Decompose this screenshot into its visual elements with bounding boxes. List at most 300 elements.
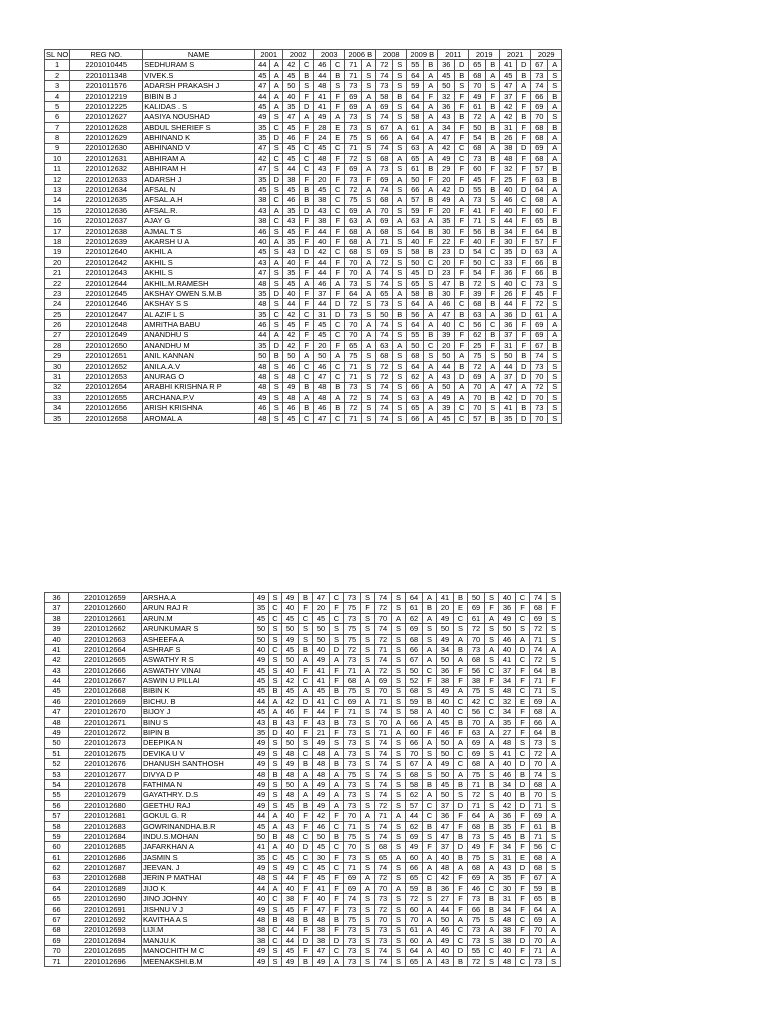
grade-cell: S xyxy=(361,946,375,956)
mark-cell: 60 xyxy=(406,935,423,945)
table-row xyxy=(45,237,562,247)
mark-cell: 60 xyxy=(406,904,423,914)
sl-no-cell: 70 xyxy=(45,946,69,956)
mark-cell: 46 xyxy=(283,403,300,413)
mark-cell: 68 xyxy=(531,195,548,205)
mark-cell: 71 xyxy=(375,696,392,706)
grade-cell: F xyxy=(455,288,469,298)
grade-cell: S xyxy=(269,790,282,800)
mark-cell: 49 xyxy=(437,935,454,945)
mark-cell: 46 xyxy=(468,883,485,893)
mark-cell: 70 xyxy=(469,81,486,91)
table-row xyxy=(45,748,561,758)
mark-cell: 36 xyxy=(438,60,455,70)
grade-cell: C xyxy=(269,925,282,935)
reg-no-cell: 2201012647 xyxy=(70,309,143,319)
mark-cell: 66 xyxy=(531,268,548,278)
mark-cell: 71 xyxy=(345,413,362,423)
grade-cell: S xyxy=(361,748,375,758)
grade-cell: F xyxy=(300,320,314,330)
grade-cell: C xyxy=(269,935,282,945)
grade-cell: A xyxy=(455,382,469,392)
mark-cell: 70 xyxy=(344,842,361,852)
grade-cell: A xyxy=(485,717,499,727)
grade-cell: S xyxy=(269,665,282,675)
year-header: 2029 xyxy=(531,50,562,60)
mark-cell: 56 xyxy=(469,320,486,330)
grade-cell: B xyxy=(486,226,500,236)
mark-cell: 43 xyxy=(314,205,331,215)
mark-cell: 38 xyxy=(500,143,517,153)
mark-cell: 34 xyxy=(499,842,516,852)
reg-no-cell: 2201012640 xyxy=(70,247,143,257)
mark-cell: 62 xyxy=(469,330,486,340)
name-cell: AFSAL.A.H xyxy=(143,195,255,205)
grade-cell: S xyxy=(393,143,407,153)
grade-cell: A xyxy=(486,143,500,153)
mark-cell: 46 xyxy=(499,769,516,779)
name-cell: AKARSH U A xyxy=(143,237,255,247)
grade-cell: S xyxy=(361,780,375,790)
mark-cell: 65 xyxy=(469,60,486,70)
grade-cell: B xyxy=(485,904,499,914)
mark-cell: 58 xyxy=(407,112,424,122)
mark-cell: 42 xyxy=(283,60,300,70)
grade-cell: S xyxy=(270,278,283,288)
name-cell: ABHINAND V xyxy=(143,143,255,153)
grade-cell: A xyxy=(393,340,407,350)
mark-cell: 69 xyxy=(344,883,361,893)
grade-cell: F xyxy=(485,603,499,613)
grade-cell: C xyxy=(485,707,499,717)
mark-cell: 64 xyxy=(407,299,424,309)
grade-cell: A xyxy=(361,696,375,706)
sl-no-cell: 19 xyxy=(45,247,70,257)
mark-cell: 66 xyxy=(530,717,547,727)
mark-cell: 47 xyxy=(438,278,455,288)
sl-no-cell: 27 xyxy=(45,330,70,340)
mark-cell: 48 xyxy=(314,382,331,392)
grade-cell: A xyxy=(424,143,438,153)
mark-cell: 48 xyxy=(499,956,516,966)
mark-cell: 72 xyxy=(376,361,393,371)
mark-cell: 73 xyxy=(375,925,392,935)
mark-cell: 45 xyxy=(282,613,299,623)
mark-cell: 42 xyxy=(499,800,516,810)
sl-no-cell: 47 xyxy=(45,707,69,717)
grade-cell: C xyxy=(269,613,282,623)
mark-cell: 37 xyxy=(437,800,454,810)
mark-cell: 49 xyxy=(437,634,454,644)
grade-cell: A xyxy=(547,644,561,654)
mark-cell: 47 xyxy=(314,372,331,382)
mark-cell: 58 xyxy=(406,707,423,717)
name-cell: VIVEK.S xyxy=(143,70,255,80)
mark-cell: 40 xyxy=(437,852,454,862)
mark-cell: 27 xyxy=(499,728,516,738)
grade-cell: A xyxy=(362,340,376,350)
reg-no-cell: 2201012667 xyxy=(69,676,142,686)
grade-cell: D xyxy=(454,946,468,956)
mark-cell: 45 xyxy=(283,143,300,153)
grade-cell: F xyxy=(486,340,500,350)
grade-cell: S xyxy=(270,392,283,402)
mark-cell: 46 xyxy=(255,226,270,236)
mark-cell: 31 xyxy=(499,852,516,862)
grade-cell: A xyxy=(485,873,499,883)
mark-cell: 48 xyxy=(282,748,299,758)
grade-cell: B xyxy=(547,883,561,893)
grade-cell: S xyxy=(486,351,500,361)
reg-no-cell: 2201012658 xyxy=(70,413,143,423)
mark-cell: 41 xyxy=(499,655,516,665)
grade-cell: A xyxy=(548,247,562,257)
grade-cell: S xyxy=(392,956,406,966)
grade-cell: S xyxy=(362,133,376,143)
grade-cell: A xyxy=(454,769,468,779)
mark-cell: 60 xyxy=(406,852,423,862)
name-cell: DEVIKA U V xyxy=(142,748,254,758)
year-header: 2008 xyxy=(376,50,407,60)
mark-cell: 38 xyxy=(499,935,516,945)
grade-cell: C xyxy=(269,894,282,904)
grade-cell: C xyxy=(455,143,469,153)
grade-cell: D xyxy=(270,288,283,298)
mark-cell: 72 xyxy=(531,382,548,392)
mark-cell: 44 xyxy=(500,216,517,226)
mark-cell: 35 xyxy=(255,133,270,143)
grade-cell: A xyxy=(362,320,376,330)
mark-cell: 45 xyxy=(437,780,454,790)
table-row xyxy=(45,603,561,613)
mark-cell: 70 xyxy=(469,403,486,413)
mark-cell: 72 xyxy=(345,153,362,163)
mark-cell: 49 xyxy=(313,956,330,966)
mark-cell: 70 xyxy=(530,790,547,800)
mark-cell: 57 xyxy=(531,164,548,174)
mark-cell: 69 xyxy=(375,676,392,686)
mark-cell: 69 xyxy=(376,216,393,226)
grade-cell: S xyxy=(361,593,375,603)
mark-cell: 58 xyxy=(407,288,424,298)
sl-no-cell: 49 xyxy=(45,728,69,738)
grade-cell: S xyxy=(547,831,561,841)
reg-no-cell: 2201012679 xyxy=(69,790,142,800)
mark-cell: 49 xyxy=(254,946,269,956)
mark-cell: 73 xyxy=(469,195,486,205)
mark-cell: 70 xyxy=(345,330,362,340)
mark-cell: 69 xyxy=(406,624,423,634)
mark-cell: 74 xyxy=(375,593,392,603)
mark-cell: 35 xyxy=(283,268,300,278)
mark-cell: 73 xyxy=(468,925,485,935)
grade-cell: A xyxy=(393,216,407,226)
mark-cell: 26 xyxy=(500,133,517,143)
mark-cell: 45 xyxy=(407,268,424,278)
grade-cell: F xyxy=(362,174,376,184)
mark-cell: 74 xyxy=(376,382,393,392)
sl-no-cell: 63 xyxy=(45,873,69,883)
mark-cell: 44 xyxy=(255,330,270,340)
mark-cell: 62 xyxy=(406,613,423,623)
mark-cell: 45 xyxy=(283,122,300,132)
grade-cell: B xyxy=(548,340,562,350)
name-cell: BICHU. B xyxy=(142,696,254,706)
mark-cell: 45 xyxy=(314,185,331,195)
grade-cell: C xyxy=(516,655,530,665)
grade-cell: S xyxy=(392,655,406,665)
name-header: NAME xyxy=(143,50,255,60)
mark-cell: 40 xyxy=(437,707,454,717)
mark-cell: 49 xyxy=(282,863,299,873)
grade-cell: S xyxy=(485,915,499,925)
mark-cell: 45 xyxy=(282,686,299,696)
mark-cell: 35 xyxy=(254,603,269,613)
mark-cell: 63 xyxy=(468,728,485,738)
mark-cell: 72 xyxy=(375,800,392,810)
grade-cell: S xyxy=(393,330,407,340)
reg-no-cell: 2201012651 xyxy=(70,351,143,361)
grade-cell: B xyxy=(455,309,469,319)
mark-cell: 72 xyxy=(345,185,362,195)
reg-no-cell: 2201012642 xyxy=(70,257,143,267)
mark-cell: 64 xyxy=(407,320,424,330)
grade-cell: A xyxy=(299,769,313,779)
grade-cell: F xyxy=(299,883,313,893)
name-cell: ABHIRAM H xyxy=(143,164,255,174)
grade-cell: S xyxy=(269,946,282,956)
grade-cell: S xyxy=(548,413,562,423)
grade-cell: S xyxy=(393,320,407,330)
mark-cell: 38 xyxy=(499,925,516,935)
grade-cell: S xyxy=(393,278,407,288)
mark-cell: 63 xyxy=(407,143,424,153)
mark-cell: 71 xyxy=(469,216,486,226)
mark-cell: 31 xyxy=(500,340,517,350)
mark-cell: 66 xyxy=(407,413,424,423)
grade-cell: S xyxy=(269,800,282,810)
grade-cell: D xyxy=(516,644,530,654)
grade-cell: F xyxy=(454,811,468,821)
mark-cell: 49 xyxy=(437,759,454,769)
sl-no-cell: 32 xyxy=(45,382,70,392)
sl-no-cell: 35 xyxy=(45,413,70,423)
table-row xyxy=(45,351,562,361)
mark-cell: 75 xyxy=(344,769,361,779)
sl-no-cell: 4 xyxy=(45,91,70,101)
grade-cell: S xyxy=(299,624,313,634)
mark-cell: 44 xyxy=(282,925,299,935)
grade-cell: C xyxy=(516,748,530,758)
reg-no-cell: 2201012661 xyxy=(69,613,142,623)
mark-cell: 74 xyxy=(376,185,393,195)
sl-no-cell: 30 xyxy=(45,361,70,371)
grade-cell: S xyxy=(392,738,406,748)
grade-cell: C xyxy=(269,603,282,613)
mark-cell: 40 xyxy=(437,696,454,706)
sl-no-cell: 50 xyxy=(45,738,69,748)
mark-cell: 38 xyxy=(283,174,300,184)
mark-cell: 42 xyxy=(314,247,331,257)
grade-cell: F xyxy=(455,164,469,174)
grade-cell: A xyxy=(299,790,313,800)
grade-cell: C xyxy=(455,403,469,413)
grade-cell: F xyxy=(454,883,468,893)
grade-cell: B xyxy=(486,60,500,70)
mark-cell: 67 xyxy=(530,873,547,883)
mark-cell: 70 xyxy=(531,413,548,423)
grade-cell: S xyxy=(269,655,282,665)
grade-cell: S xyxy=(392,665,406,675)
mark-cell: 72 xyxy=(468,624,485,634)
mark-cell: 44 xyxy=(314,299,331,309)
mark-cell: 40 xyxy=(407,237,424,247)
mark-cell: 73 xyxy=(531,403,548,413)
mark-cell: 72 xyxy=(375,634,392,644)
table-row xyxy=(45,101,562,111)
mark-cell: 44 xyxy=(283,164,300,174)
mark-cell: 49 xyxy=(437,613,454,623)
mark-cell: 73 xyxy=(344,728,361,738)
mark-cell: 60 xyxy=(406,728,423,738)
mark-cell: 36 xyxy=(499,811,516,821)
mark-cell: 72 xyxy=(469,278,486,288)
grade-cell: F xyxy=(330,603,344,613)
sl-no-cell: 7 xyxy=(45,122,70,132)
grade-cell: A xyxy=(300,351,314,361)
mark-cell: 37 xyxy=(500,91,517,101)
grade-cell: F xyxy=(300,299,314,309)
grade-cell: C xyxy=(300,153,314,163)
grade-cell: S xyxy=(548,361,562,371)
grade-cell: S xyxy=(392,935,406,945)
mark-cell: 48 xyxy=(313,759,330,769)
name-cell: AMRITHA BABU xyxy=(143,320,255,330)
grade-cell: F xyxy=(300,330,314,340)
grade-cell: F xyxy=(486,237,500,247)
grade-cell: F xyxy=(299,925,313,935)
name-cell: ASWATHY R S xyxy=(142,655,254,665)
mark-cell: 40 xyxy=(282,665,299,675)
grade-cell: A xyxy=(361,811,375,821)
mark-cell: 49 xyxy=(313,790,330,800)
mark-cell: 75 xyxy=(469,351,486,361)
grade-cell: S xyxy=(547,655,561,665)
grade-cell: D xyxy=(516,863,530,873)
grade-cell: S xyxy=(423,894,437,904)
mark-cell: 46 xyxy=(314,60,331,70)
mark-cell: 45 xyxy=(255,247,270,257)
grade-cell: A xyxy=(424,185,438,195)
mark-cell: 50 xyxy=(437,915,454,925)
grade-cell: B xyxy=(330,915,344,925)
mark-cell: 74 xyxy=(376,330,393,340)
mark-cell: 49 xyxy=(313,780,330,790)
mark-cell: 49 xyxy=(254,738,269,748)
mark-cell: 45 xyxy=(283,278,300,288)
grade-cell: S xyxy=(362,122,376,132)
grade-cell: S xyxy=(361,790,375,800)
grade-cell: F xyxy=(486,91,500,101)
mark-cell: 71 xyxy=(530,800,547,810)
grade-cell: S xyxy=(269,593,282,603)
grade-cell: C xyxy=(455,413,469,423)
mark-cell: 49 xyxy=(254,790,269,800)
grade-cell: F xyxy=(455,133,469,143)
grade-cell: S xyxy=(548,112,562,122)
grade-cell: B xyxy=(548,122,562,132)
mark-cell: 44 xyxy=(438,361,455,371)
grade-cell: A xyxy=(424,372,438,382)
sl-no-cell: 21 xyxy=(45,268,70,278)
mark-cell: 50 xyxy=(282,624,299,634)
mark-cell: 45 xyxy=(500,70,517,80)
grade-cell: F xyxy=(299,946,313,956)
mark-cell: 61 xyxy=(407,164,424,174)
mark-cell: 46 xyxy=(499,634,516,644)
name-cell: ABDUL SHERIEF S xyxy=(143,122,255,132)
table-row xyxy=(45,195,562,205)
mark-cell: 42 xyxy=(500,392,517,402)
grade-cell: B xyxy=(299,759,313,769)
mark-cell: 48 xyxy=(255,361,270,371)
sl-no-cell: 57 xyxy=(45,811,69,821)
grade-cell: F xyxy=(454,873,468,883)
mark-cell: 34 xyxy=(437,644,454,654)
grade-cell: F xyxy=(517,237,531,247)
sl-no-cell: 16 xyxy=(45,216,70,226)
grade-cell: A xyxy=(517,382,531,392)
grade-cell: C xyxy=(331,205,345,215)
grade-cell: S xyxy=(361,863,375,873)
grade-cell: A xyxy=(424,320,438,330)
mark-cell: 74 xyxy=(375,863,392,873)
mark-cell: 25 xyxy=(469,340,486,350)
mark-cell: 68 xyxy=(406,769,423,779)
name-cell: ADARSH J xyxy=(143,174,255,184)
reg-no-cell: 2201012673 xyxy=(69,738,142,748)
mark-cell: 66 xyxy=(407,185,424,195)
mark-cell: 35 xyxy=(499,821,516,831)
name-cell: AFSAL.R. xyxy=(143,205,255,215)
grade-cell: A xyxy=(423,655,437,665)
mark-cell: 61 xyxy=(407,122,424,132)
mark-cell: 39 xyxy=(438,330,455,340)
grade-cell: A xyxy=(485,644,499,654)
grade-cell: A xyxy=(392,811,406,821)
mark-cell: 52 xyxy=(406,676,423,686)
grade-cell: F xyxy=(299,707,313,717)
grade-cell: C xyxy=(299,676,313,686)
mark-cell: 72 xyxy=(345,299,362,309)
mark-cell: 74 xyxy=(375,759,392,769)
grade-cell: S xyxy=(424,278,438,288)
mark-cell: 75 xyxy=(468,686,485,696)
name-cell: ARSHA.A xyxy=(142,593,254,603)
grade-cell: S xyxy=(269,738,282,748)
name-cell: AKSHAY OWEN S.M.B xyxy=(143,288,255,298)
grade-cell: F xyxy=(486,268,500,278)
grade-cell: S xyxy=(392,634,406,644)
sl-no-cell: 8 xyxy=(45,133,70,143)
mark-cell: 65 xyxy=(407,153,424,163)
mark-cell: 50 xyxy=(407,257,424,267)
grade-cell: A xyxy=(455,195,469,205)
mark-cell: 56 xyxy=(468,707,485,717)
grade-cell: A xyxy=(361,665,375,675)
grade-cell: F xyxy=(516,904,530,914)
name-cell: ASHRAF S xyxy=(142,644,254,654)
